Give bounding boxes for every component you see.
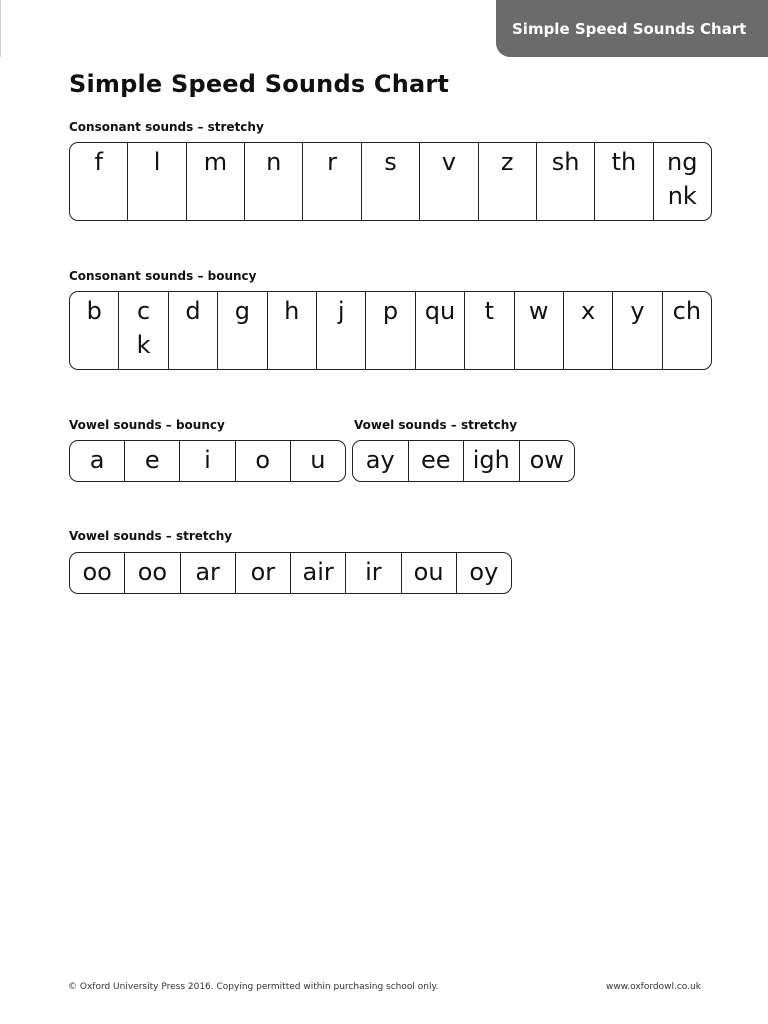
sound-text: g [234,297,250,325]
sound-cell [464,292,513,369]
sound-cell [124,553,179,593]
section-label-consonant-bouncy: Consonant sounds – bouncy [69,269,257,283]
sound-text: igh [472,446,510,474]
sound-text: m [203,148,228,176]
sound-cell [124,441,179,481]
sound-cell [70,441,124,481]
sound-text: b [86,297,102,325]
sound-text: v [441,148,456,176]
page-edge-mark [0,0,1,57]
sound-cell [519,441,575,481]
sound-text: ir [365,558,382,586]
sound-text: oo [137,558,168,586]
sound-text: ng [667,148,698,176]
sound-row-vowel-stretchy-2 [69,552,512,594]
sound-text: oo [82,558,112,586]
sound-cell [127,143,185,220]
sound-cell [179,441,234,481]
sound-text: ow [529,446,564,474]
sound-text: sh [551,148,580,176]
sound-cell [217,292,266,369]
sound-cell [235,441,290,481]
sound-cell [244,143,302,220]
sound-cell [235,553,290,593]
sound-text: ay [365,446,395,474]
header-tab-title: Simple Speed Sounds Chart [512,19,747,38]
sound-row-consonant-stretchy [69,142,712,221]
footer-website: www.oxfordowl.co.uk [606,982,701,992]
sound-cell [478,143,536,220]
sound-text: ou [413,558,444,586]
sound-cell [290,553,345,593]
sound-cell [594,143,652,220]
sound-cell [365,292,414,369]
sound-text: p [382,297,399,325]
sound-text: r [327,148,338,176]
sound-text: th [611,148,637,176]
sound-cell [463,441,519,481]
sound-cell [361,143,419,220]
section-label-consonant-stretchy: Consonant sounds – stretchy [69,120,264,134]
sound-text: h [284,297,300,325]
sound-cell [302,143,360,220]
page-title: Simple Speed Sounds Chart [69,70,450,98]
sound-cell [419,143,477,220]
sound-cell [612,292,661,369]
sound-text: o [255,446,271,474]
sound-cell [353,441,408,481]
sound-cell [662,292,711,369]
sound-text: a [89,446,105,474]
sound-text: c [136,297,151,325]
sound-cell [316,292,365,369]
sound-cell [514,292,563,369]
sound-cell [536,143,594,220]
footer-copyright: © Oxford University Press 2016. Copying permitted within purchasing school only. [68,982,439,992]
sound-cell [168,292,217,369]
sound-cell [345,553,400,593]
sound-cell [290,441,345,481]
sound-text: u [310,446,326,474]
sound-cell [70,143,127,220]
sound-text: x [581,297,596,325]
sound-cell [408,441,464,481]
sound-cell [653,143,711,220]
sound-text: oy [469,558,499,586]
section-label-vowel-stretchy: Vowel sounds – stretchy [354,418,518,432]
sound-cell [70,292,118,369]
sound-cell [456,553,511,593]
sound-text: e [144,446,160,474]
sound-text: k [136,331,151,359]
sound-cell [186,143,244,220]
sound-text: f [94,148,103,176]
sound-text: qu [424,297,456,325]
sound-text: n [266,148,282,176]
sound-row-vowel-bouncy [69,440,346,482]
sound-cell [415,292,464,369]
sound-cell [118,292,167,369]
sound-text: t [484,297,495,325]
sound-cell [267,292,316,369]
sound-row-vowel-stretchy [352,440,575,482]
sound-text: i [204,446,211,474]
sound-text: z [500,148,514,176]
sound-text: air [302,558,334,586]
sound-cell [563,292,612,369]
sound-text: d [185,297,201,325]
section-label-vowel-stretchy-2: Vowel sounds – stretchy [69,529,233,543]
sound-cell [70,553,124,593]
section-label-vowel-bouncy: Vowel sounds – bouncy [69,418,225,432]
sound-text: l [153,148,161,176]
sound-text: y [630,297,645,325]
sound-text: ar [195,558,220,586]
sound-text: s [384,148,397,176]
sound-cell [180,553,235,593]
sound-cell [401,553,456,593]
sound-text: or [250,558,276,586]
sound-row-consonant-bouncy [69,291,712,370]
sound-text: ee [420,446,451,474]
header-tab [496,0,768,57]
sound-text: w [528,297,549,325]
sound-text: ch [672,297,702,325]
sound-text: j [337,297,345,325]
sound-text: nk [667,182,697,210]
